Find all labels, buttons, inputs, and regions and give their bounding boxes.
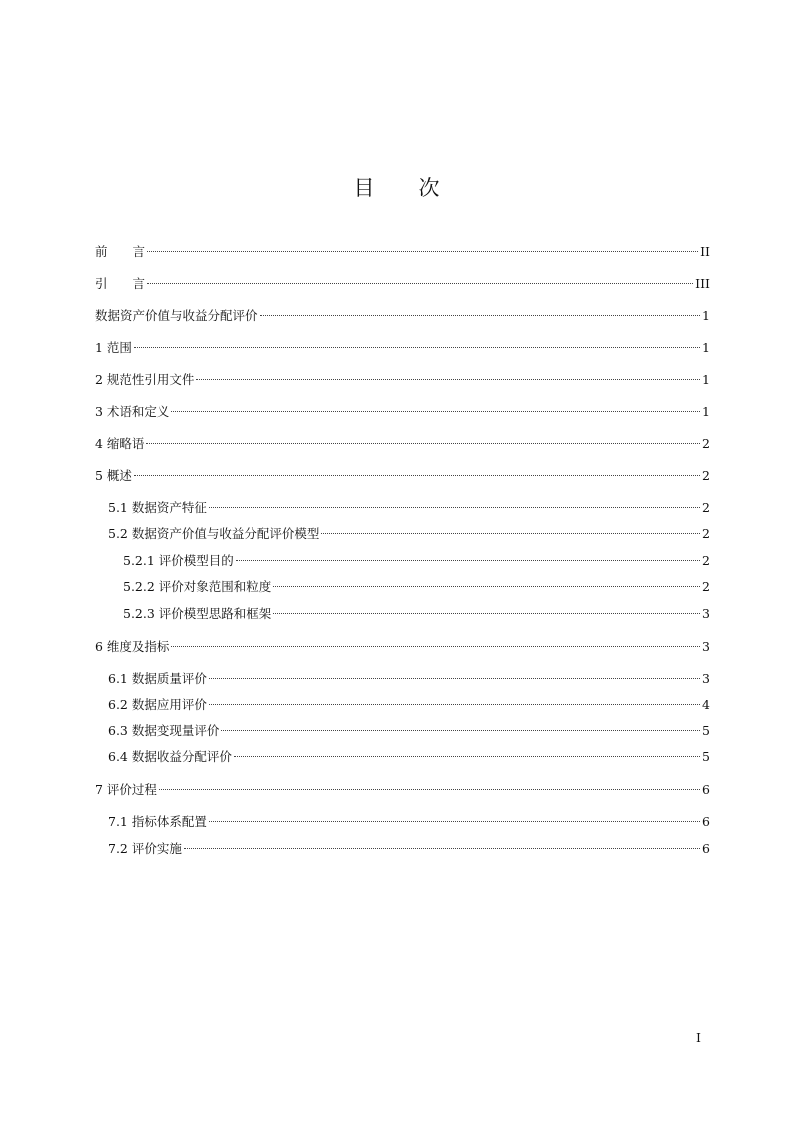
toc-entry-page: 6	[702, 841, 710, 856]
toc-entry[interactable]	[0, 812, 793, 832]
toc-entry[interactable]	[0, 637, 793, 657]
toc-leader-dots	[134, 347, 700, 348]
toc-entry-label: 6.4 数据收益分配评价	[108, 749, 232, 764]
toc-leader-dots	[146, 443, 700, 444]
toc-entry-label: 5.2 数据资产价值与收益分配评价模型	[108, 526, 320, 541]
toc-leader-dots	[209, 678, 700, 679]
toc-leader-dots	[221, 730, 700, 731]
toc-leader-dots	[184, 848, 700, 849]
toc-entry[interactable]	[0, 402, 793, 422]
toc-leader-dots	[209, 704, 700, 705]
toc-entry-label: 5 概述	[95, 468, 132, 483]
toc-entry-label: 1 范围	[95, 340, 132, 355]
toc-entry-page: 4	[702, 697, 710, 712]
page-number: I	[696, 1030, 701, 1045]
toc-entry-label: 5.1 数据资产特征	[108, 500, 207, 515]
toc-leader-dots	[159, 789, 700, 790]
toc-entry-page: 1	[702, 372, 710, 387]
toc-entry-label: 2 规范性引用文件	[95, 372, 195, 387]
toc-entry-page: 3	[702, 639, 710, 654]
toc-leader-dots	[196, 379, 700, 380]
toc-entry-label: 5.2.3 评价模型思路和框架	[123, 606, 272, 621]
toc-entry-label: 6.1 数据质量评价	[108, 671, 207, 686]
toc-entry-label: 5.2.2 评价对象范围和粒度	[123, 579, 272, 594]
toc-entry-label: 3 术语和定义	[95, 404, 170, 419]
toc-entry[interactable]	[0, 306, 793, 326]
toc-leader-dots	[209, 507, 700, 508]
toc-entry[interactable]	[0, 780, 793, 800]
toc-entry[interactable]	[0, 242, 793, 262]
toc-leader-dots	[209, 821, 700, 822]
toc-entry-page: 2	[702, 553, 710, 568]
toc-entry-page: 2	[702, 579, 710, 594]
toc-entry[interactable]	[0, 721, 793, 741]
toc-entry-label: 6.2 数据应用评价	[108, 697, 207, 712]
toc-entry-label: 7 评价过程	[95, 782, 157, 797]
toc-entry-label: 7.2 评价实施	[108, 841, 182, 856]
toc-entry-label: 5.2.1 评价模型目的	[123, 553, 234, 568]
toc-entry-page: 3	[702, 606, 710, 621]
toc-leader-dots	[147, 251, 698, 252]
toc-leader-dots	[234, 756, 700, 757]
toc-leader-dots	[147, 283, 693, 284]
toc-entry-label: 6 维度及指标	[95, 639, 170, 654]
toc-entry-page: 2	[702, 526, 710, 541]
toc-entry[interactable]	[0, 274, 793, 294]
toc-entry[interactable]	[0, 839, 793, 859]
page-title	[0, 172, 793, 202]
toc-entry-label: 7.1 指标体系配置	[108, 814, 207, 829]
toc-entry[interactable]	[0, 524, 793, 544]
toc-leader-dots	[273, 586, 700, 587]
toc-entry-page: 1	[702, 340, 710, 355]
toc-entry[interactable]	[0, 604, 793, 624]
toc-entry[interactable]	[0, 338, 793, 358]
toc-entry-page: 5	[702, 723, 710, 738]
toc-entry-label: 数据资产价值与收益分配评价	[95, 308, 258, 323]
toc-entry-page: II	[700, 244, 710, 259]
toc-entry-label: 前 言	[95, 244, 146, 259]
toc-leader-dots	[171, 646, 700, 647]
toc-entry-page: 6	[702, 782, 710, 797]
toc-entry-page: 3	[702, 671, 710, 686]
toc-entry[interactable]	[0, 551, 793, 571]
toc-leader-dots	[171, 411, 700, 412]
toc-entry-page: 2	[702, 468, 710, 483]
toc-entry-page: III	[695, 276, 710, 291]
toc-leader-dots	[260, 315, 701, 316]
toc-entry[interactable]	[0, 747, 793, 767]
title-char-1: 目	[353, 176, 375, 200]
title-char-2: 次	[418, 176, 440, 200]
toc-leader-dots	[134, 475, 700, 476]
toc-entry-page: 1	[702, 404, 710, 419]
toc-entry[interactable]	[0, 695, 793, 715]
toc-entry[interactable]	[0, 669, 793, 689]
toc-entry[interactable]	[0, 370, 793, 390]
toc-leader-dots	[321, 533, 700, 534]
toc-entry-page: 2	[702, 436, 710, 451]
toc-entry[interactable]	[0, 466, 793, 486]
toc-entry-page: 5	[702, 749, 710, 764]
toc-entry-label: 4 缩略语	[95, 436, 145, 451]
toc-entry-page: 1	[702, 308, 710, 323]
toc-entry-page: 6	[702, 814, 710, 829]
toc-entry-label: 引 言	[95, 276, 146, 291]
toc-leader-dots	[273, 613, 700, 614]
toc-entry-label: 6.3 数据变现量评价	[108, 723, 220, 738]
toc-leader-dots	[236, 560, 700, 561]
toc-entry[interactable]	[0, 434, 793, 454]
toc-entry-page: 2	[702, 500, 710, 515]
toc-entry[interactable]	[0, 577, 793, 597]
toc-entry[interactable]	[0, 498, 793, 518]
